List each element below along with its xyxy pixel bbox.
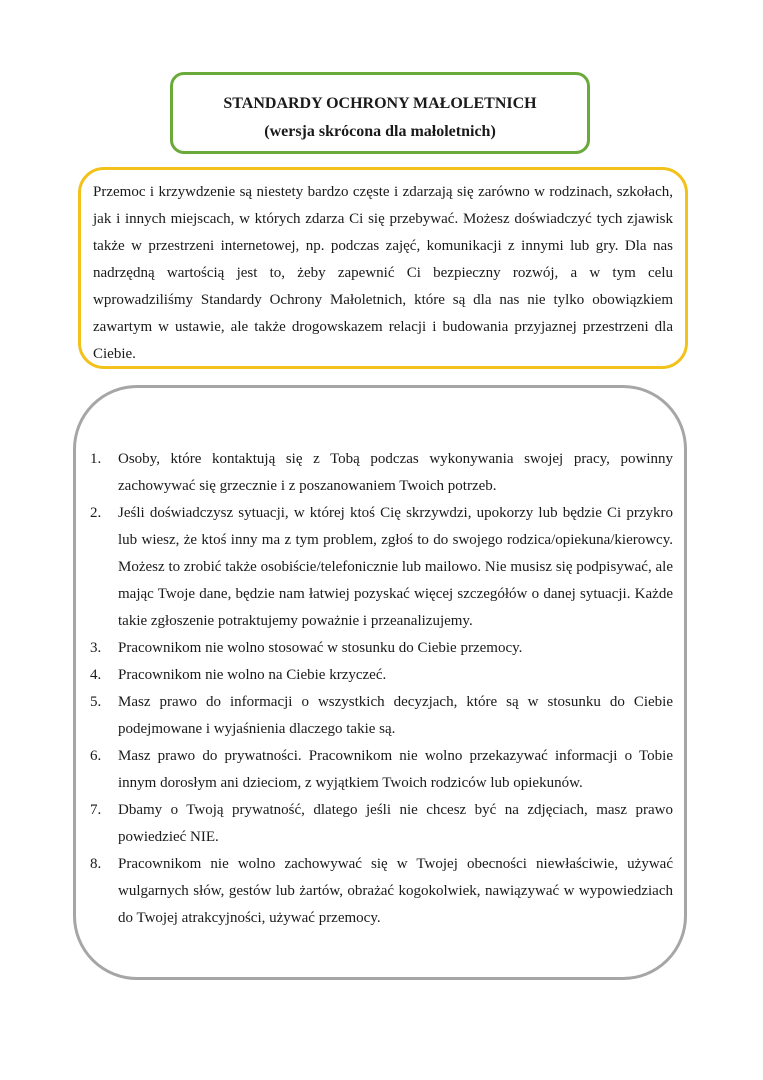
intro-box: [78, 167, 688, 369]
rule-item: [90, 662, 673, 689]
rule-text: Osoby, które kontaktują się z Tobą podczas wykonywania swojej pracy, powinny zachowywać się grzecznie i z poszanowaniem Twoich potrzeb.: [118, 451, 673, 494]
document-subtitle: (wersja skrócona dla małoletnich): [264, 123, 496, 140]
intro-paragraph: Przemoc i krzywdzenie są niestety bardzo częste i zdarzają się zarówno w rodzinach, szkołach, jak i innych miejscach, w których zdarza Ci się przebywać. Możesz doświadczyć tych zjawisk także w przestrzeni internetowej, np. podczas zajęć, komunikacji z innymi lub gry. Dla nas nadrzędną wartością jest to, żeby zapewnić Ci bezpieczny rozwój, a w tym celu wprowadziliśmy Standardy Ochrony Małoletnich, które są dla nas nie tylko obowiązkiem zawartym w ustawie, ale także drogowskazem relacji i budowania przyjaznej przestrzeni dla Ciebie.: [93, 184, 673, 362]
rule-text: Jeśli doświadczysz sytuacji, w której ktoś Cię skrzywdzi, upokorzy lub będzie Ci przykro lub wiesz, że ktoś inny ma z tym problem, zgłoś to do swojego rodzica/opiekuna/kierowcy. Możesz to zrobić także osobiście/telefonicznie lub mailowo. Nie musisz się podpisywać, ale mając Twoje dane, będzie nam łatwiej pozyskać więcej szczegółów o danej sytuacji. Każde takie zgłoszenie potraktujemy poważnie i przeanalizujemy.: [118, 505, 673, 629]
rule-text: Pracownikom nie wolno na Ciebie krzyczeć.: [118, 667, 387, 683]
document-title: STANDARDY OCHRONY MAŁOLETNICH: [223, 95, 537, 112]
title-box: [170, 72, 590, 154]
rule-number: 4.: [90, 667, 102, 683]
rules-list: [90, 446, 673, 932]
rule-text: Masz prawo do informacji o wszystkich decyzjach, które są w stosunku do Ciebie podejmowane i wyjaśnienia dlaczego takie są.: [118, 694, 673, 737]
rule-item: [90, 851, 673, 932]
rule-item: [90, 635, 673, 662]
rule-number: 8.: [90, 856, 102, 872]
rule-item: [90, 446, 673, 500]
rule-number: 7.: [90, 802, 102, 818]
rule-item: [90, 797, 673, 851]
rule-number: 2.: [90, 505, 102, 521]
rule-number: 5.: [90, 694, 102, 710]
rule-item: [90, 689, 673, 743]
rule-text: Pracownikom nie wolno zachowywać się w Twojej obecności niewłaściwie, używać wulgarnych słów, gestów lub żartów, obrażać kogokolwiek, nawiązywać w wypowiedziach do Twojej atrakcyjności, używać przemocy.: [118, 856, 673, 926]
rule-number: 6.: [90, 748, 102, 764]
rule-text: Masz prawo do prywatności. Pracownikom nie wolno przekazywać informacji o Tobie innym dorosłym ani dzieciom, z wyjątkiem Twoich rodziców lub opiekunów.: [118, 748, 673, 791]
rule-item: [90, 743, 673, 797]
rule-text: Pracownikom nie wolno stosować w stosunku do Ciebie przemocy.: [118, 640, 523, 656]
rule-number: 3.: [90, 640, 102, 656]
rule-number: 1.: [90, 451, 102, 467]
rule-item: [90, 500, 673, 635]
rule-text: Dbamy o Twoją prywatność, dlatego jeśli nie chcesz być na zdjęciach, masz prawo powiedzieć NIE.: [118, 802, 673, 845]
